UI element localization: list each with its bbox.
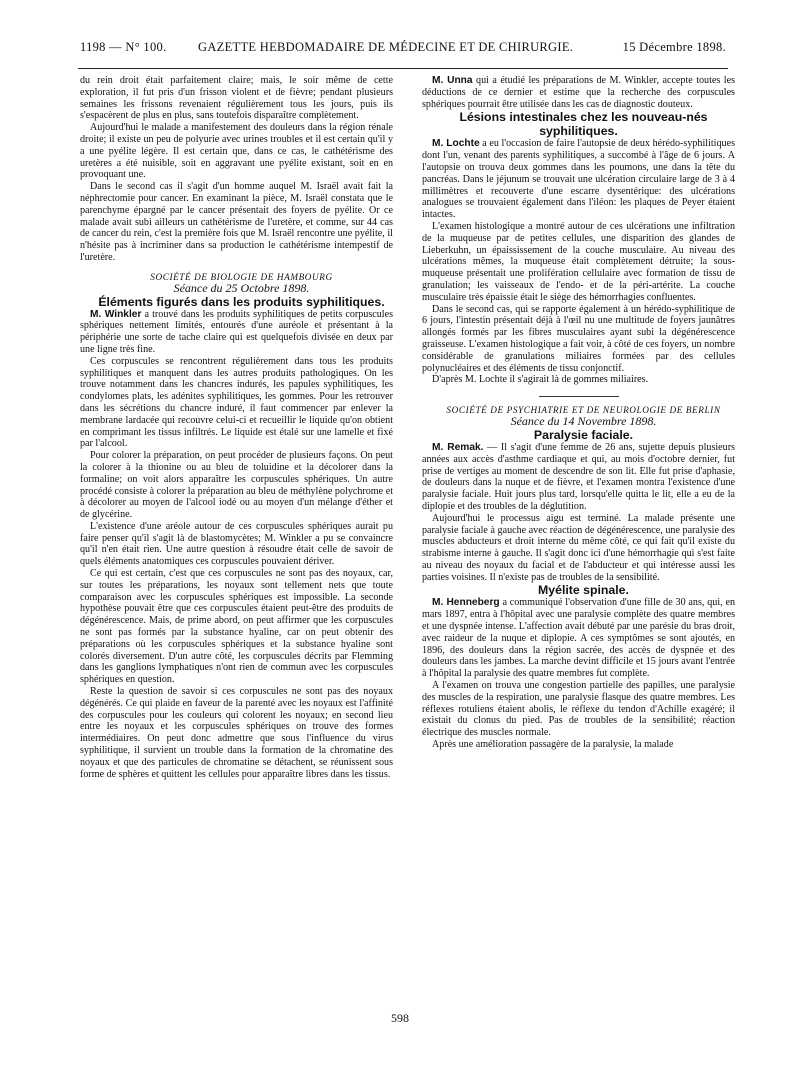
running-header [80, 40, 726, 62]
right-column [422, 75, 735, 751]
author-name: M. Winkler [90, 308, 142, 320]
author-name: M. Henneberg [432, 597, 500, 609]
section-title: Lésions intestinales chez les nouveau-nés syphilitiques. [459, 110, 708, 139]
author-name: M. Lochte [432, 138, 480, 150]
paragraph: Aujourd'hui le malade a manifestement des douleurs dans la région rénale droite; il existe un peu de polyurie avec urines troubles et il est certain qu'il y a une pyélite légère. Il est certain que, dans ce cas, le cathétérisme des uretères a été nuisible, soit en aggravant une pyélite existant, soit en en provoquant une. [80, 122, 393, 181]
section-title: Paralysie faciale. [533, 427, 634, 442]
session-date: Séance du 25 Octobre 1898. [173, 280, 310, 295]
paragraph: Dans le second cas il s'agit d'un homme auquel M. Israël avait fait la néphrectomie pour cancer. En examinant la pièce, M. Israël constata que le parenchyme épargné par le cancer présentait des foyers de pyélite. Or ce malade avait subi ailleurs un cathétérisme de l'uretère, et comme, sur 44 cas de cancer du rein, c'est la première fois que M. Israël rencontre une pyélite, il n'hésite pas à incriminer dans sa production le cathétérisme intempestif de l'uretère. [80, 181, 393, 263]
section-separator [539, 396, 619, 397]
header-page-number: 1198 — N° 100. [80, 40, 167, 54]
paragraph: Ces corpuscules se rencontrent régulièrement dans tous les produits syphilitiques et manquent dans les autres produits pathologiques. On les trouve notamment dans les chancres indurés, les papules syphilitiques, les condylomes plats, les adénites syphilitiques, les gommes. Pour les retrouver dans les sécrétions du chancre induré, il faut commencer par enlever la membrane lardacée qui recouvre celui-ci et recueillir le liquide qu'on obtient en comprimant les tissus infiltrés. Le liquide est étalé sur une lamelle et fixé par l'alcool. [80, 355, 393, 450]
paragraph: M. Unna qui a étudié les préparations de M. Winkler, accepte toutes les déductions de ce dernier et estime que la recherche des corpuscules sphériques pourrait être utilisée dans les cas de diagnostic douteux. [422, 75, 735, 110]
paragraph: Dans le second cas, qui se rapporte également à un hérédo-syphilitique de 6 jours, l'intestin présentait déjà à l'œil nu une multitude de foyers jaunâtres allongés formés par les fibres musculaires ayant subi la dégénérescence graisseuse. L'examen histologique a fait voir, à côté de ces foyers, un nombre considérable de granulations miliaires formées par des cellules polynucléaires et des éléments de tissu conjonctif. [422, 303, 735, 374]
author-name: M. Unna [432, 75, 473, 86]
left-column [80, 75, 393, 780]
header-journal-title: GAZETTE HEBDOMADAIRE DE MÉDECINE ET DE CHIRURGIE. [198, 40, 574, 54]
paragraph: du rein droit était parfaitement claire; mais, le soir même de cette exploration, il fut pris d'un frisson violent et de fièvre; pendant plusieurs semaines les frissons revenaient régulièrement tous les jours, puis ils s'espacèrent de plus en plus, sans toutefois disparaître complètement. [80, 75, 393, 122]
page-number: 598 [391, 1011, 409, 1025]
society-heading: SOCIÉTÉ DE BIOLOGIE DE HAMBOURG [150, 271, 333, 282]
paragraph: M. Lochte a eu l'occasion de faire l'autopsie de deux hérédo-syphilitiques dont l'un, venant des parents syphilitiques, a succombé à l'âge de 6 jours. A l'autopsie on trouva deux gommes dans les poumons, une dans la tête du pancréas. Dans le jéjunum se trouvait une ulcération circulaire large de 3 à 4 millimètres et recouverte d'une escarre dysentérique: des ulcérations analogues se trouvaient également dans l'iléon: les plaques de Peyer étaient intactes. [422, 138, 735, 221]
paragraph: M. Henneberg a communiqué l'observation d'une fille de 30 ans, qui, en mars 1897, entra à l'hôpital avec une paralysie complète des quatre membres et une dyspnée intense. L'affection avait débuté par une parésie du bras droit, avec raideur de la nuque et diplopie. A ces symptômes se sont ajoutés, en 1896, des douleurs dans la région sacrée, des accès de dyspnée et des douleurs dans les jambes. La marche devint difficile et 15 jours avant l'entrée à l'hôpital la paralysie des quatre membres fut complète. [422, 597, 735, 680]
section-title: Myélite spinale. [538, 583, 629, 598]
paragraph: D'après M. Lochte il s'agirait là de gommes miliaires. [432, 374, 649, 386]
paragraph: L'existence d'une aréole autour de ces corpuscules sphériques aurait pu faire penser qu'il s'agit là de blastomycètes; M. Winkler a pu se convaincre qu'il n'en était rien. Une autre question à résoudre était celle de savoir de quels éléments anatomiques ces corpuscules pouvaient dériver. [80, 520, 393, 568]
paragraph: M. Remak. — Il s'agit d'une femme de 26 ans, sujette depuis plusieurs années aux accès d'asthme cardiaque et qui, au mois d'octobre dernier, fut prise de vertiges au moment de descendre de son lit. Elle fut prise d'aphasie, de douleurs dans la nuque et de fièvre, et l'examen montra l'existence d'une paralysie faciale. Huit jours plus tard, lorsqu'elle quitta le lit, elle a eu de la diplopie et des troubles de la déglutition. [422, 441, 735, 512]
author-name: M. Remak. [432, 441, 484, 453]
session-date: Séance du 14 Novembre 1898. [510, 414, 657, 429]
paragraph: L'examen histologique a montré autour de ces ulcérations une infiltration de la muqueuse par de petites cellules, une disparition des glandes de Lieberkuhn, un épaississement de la couche musculaire. Au niveau des ulcérations mêmes, la muqueuse était complètement détruite; la sous-muqueuse présentait une prolifération cellulaire avec formation de tissu de granulation; les vaisseaux de l'endo- et de la péri-artérite. La couche musculaire très épaissie était le siège des hémorrhagies confluentes. [422, 220, 735, 303]
society-heading: SOCIÉTÉ DE PSYCHIATRIE ET DE NEUROLOGIE DE BERLIN [446, 405, 721, 416]
paragraph: Aujourd'hui le processus aigu est terminé. La malade présente une paralysie faciale à gauche avec réaction de dégénérescence, une paralysie des muscles abducteurs et droit interne du même côté, ce qui fait qu'il existe du strabisme interne à gauche. Il s'agit donc ici d'une hémorrhagie qui s'est faite au niveau des noyaux du facial et de l'abducteur et qui intéresse aussi les parties voisines. Il n'existe pas de troubles de la sensibilité. [422, 512, 735, 583]
header-rule [78, 68, 728, 69]
header-date: 15 Décembre 1898. [622, 40, 726, 54]
paragraph: Après une amélioration passagère de la paralysie, la malade [432, 739, 674, 751]
paragraph: M. Winkler a trouvé dans les produits syphilitiques de petits corpuscules sphériques nettement limités, entourés d'une auréole et présentant à la périphérie une sorte de tache claire qui est quelquefois divisée en deux par une ligne très fine. [80, 308, 393, 355]
paragraph: Pour colorer la préparation, on peut procéder de plusieurs façons. On peut la colorer à la thionine ou au bleu de toluidine et la décolorer dans la formaline; on voit alors apparaître les corpuscules sphériques. Un autre procédé consiste à colorer la préparation au bleu de méthylène polychrome et à décolorer au moyen de l'alcool iodé ou au moyen d'un mélange d'éther et de glycérine. [80, 450, 393, 521]
paragraph: A l'examen on trouva une congestion partielle des papilles, une paralysie des muscles de la respiration, une paralysie flasque des quatre membres. Les réflexes rotuliens étaient abolis, le réflexe du tendon d'Achille exagéré; il existait du clonus du pied. Pas de troubles de la sensibilité; réaction électrique des muscles normale. [422, 680, 735, 739]
paragraph: Reste la question de savoir si ces corpuscules ne sont pas des noyaux dégénérés. Ce qui plaide en faveur de la parenté avec les noyaux est l'affinité des corpuscules pour les couleurs qui colorent les noyaux; en second lieu entre les noyaux et les corpuscules sphériques on trouve des formes intermédiaires. On peut donc admettre que sous l'influence du virus syphilitique, il survient un trouble dans la formation de la chromatine des noyaux et que des particules de chromatine se détachent, se réunissent sous forme de sphères et quittent les cellules pour apparaître libres dans les tissus. [80, 686, 393, 780]
paragraph: Ce qui est certain, c'est que ces corpuscules ne sont pas des noyaux, car, sur toutes les préparations, les noyaux sont tellement nets que toute comparaison avec les corpuscules sphériques est impossible. La seconde hypothèse pouvait être que ces corpuscules étaient peut-être des produits de dégénérescence. Mais, de prime abord, on peut affirmer que les corpuscules ne sont pas formés par la substance hyaline, car on peut obtenir des préparations où les corpuscules sphériques et la substance hyaline sont colorés diversement. D'un autre côté, les corpuscules décrits par Flemming dans les ganglions lymphatiques n'ont rien de commun avec les corpuscules sphériques en question. [80, 568, 393, 686]
section-title: Éléments figurés dans les produits syphilitiques. [98, 294, 385, 309]
